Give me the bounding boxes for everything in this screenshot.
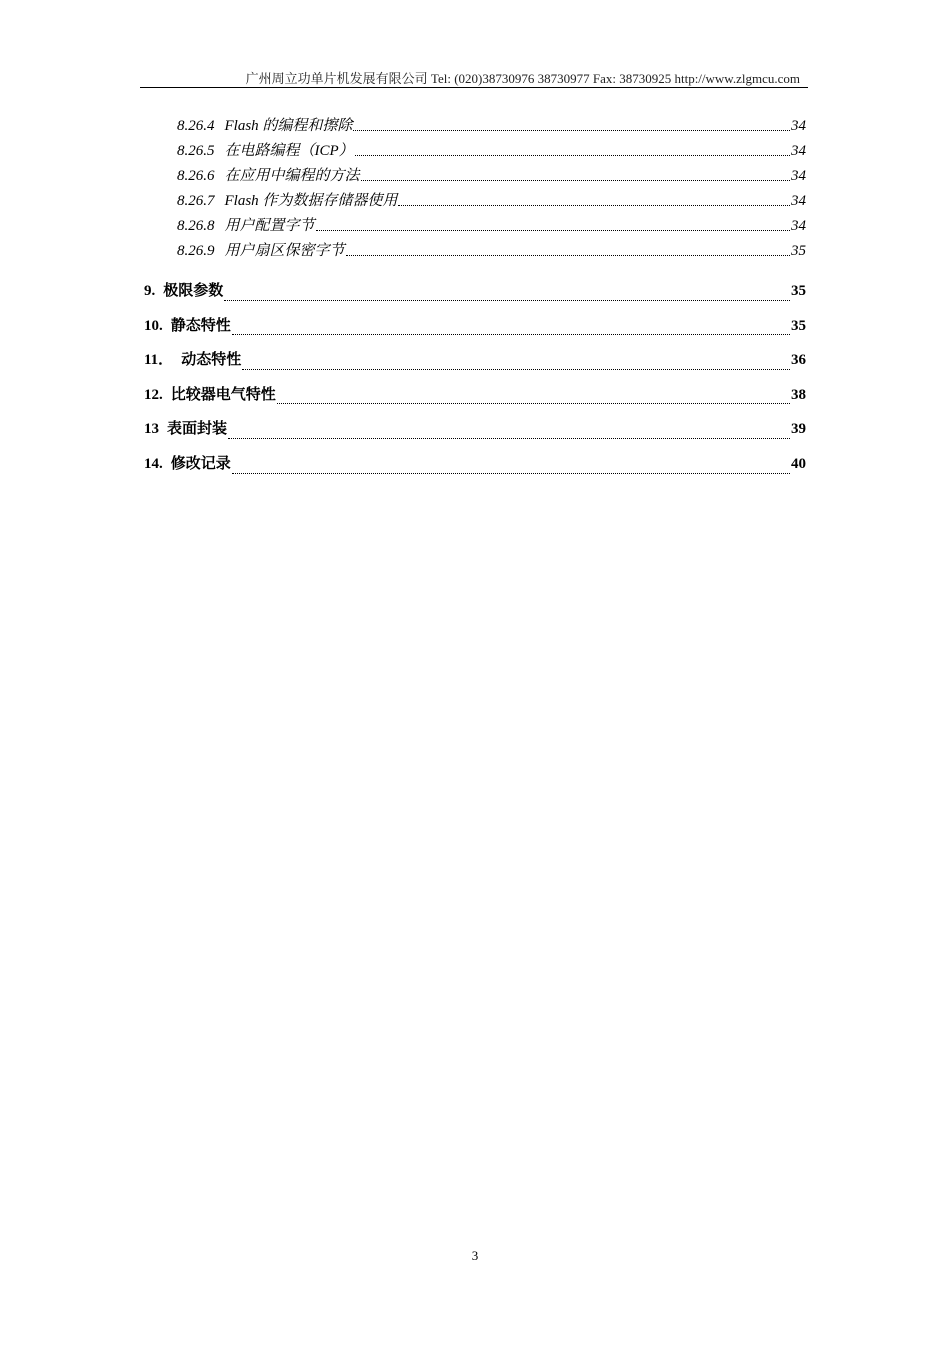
toc-entry-number: 14. (144, 455, 163, 472)
toc-entry-page: 35 (791, 317, 806, 334)
header-text: 广州周立功单片机发展有限公司 Tel: (020)38730976 38730977 Fax: 38730925 http://www.zlgmcu.com (245, 71, 800, 86)
toc-entry-8-26-8[interactable] (144, 214, 806, 239)
toc-entry-11[interactable] (144, 343, 806, 378)
toc-entry-title: 用户扇区保密字节 (224, 243, 345, 259)
toc-dot-leader (353, 129, 790, 131)
toc-entry-title: 静态特性 (170, 317, 231, 334)
toc-entry-number: 8.26.9 (177, 243, 215, 259)
toc-dot-leader (398, 204, 790, 206)
table-of-contents (144, 114, 806, 482)
toc-dot-leader (361, 179, 790, 181)
toc-dot-leader (232, 333, 790, 335)
toc-entry-8-26-6[interactable] (144, 164, 806, 189)
toc-entry-title: 修改记录 (170, 455, 231, 472)
toc-dot-leader (228, 437, 790, 439)
toc-entry-title: 用户配置字节 (224, 218, 315, 234)
toc-entry-12[interactable] (144, 378, 806, 413)
toc-entry-title: 比较器电气特性 (170, 386, 276, 403)
toc-entry-page: 34 (791, 143, 806, 159)
toc-entry-page: 35 (791, 283, 806, 299)
toc-entry-number: 11． (144, 352, 174, 369)
toc-entry-title: 在应用中编程的方法 (224, 168, 360, 184)
toc-entry-10[interactable] (144, 309, 806, 344)
toc-entry-number: 13 (144, 421, 159, 438)
toc-dot-leader (277, 402, 790, 404)
toc-dot-leader (224, 299, 790, 301)
toc-entry-title: 动态特性 (181, 352, 242, 369)
toc-entry-title: 在电路编程（ICP） (224, 143, 354, 159)
toc-entry-page: 34 (791, 193, 806, 209)
toc-entry-number: 8.26.7 (177, 193, 215, 209)
toc-entry-title: 表面封装 (167, 421, 228, 438)
toc-entry-title: Flash 作为数据存储器使用 (224, 193, 398, 209)
toc-entry-9[interactable] (144, 274, 806, 309)
toc-entry-14[interactable] (144, 447, 806, 482)
toc-entry-page: 38 (791, 386, 806, 403)
toc-entry-number: 8.26.4 (177, 118, 215, 134)
toc-entry-number: 8.26.5 (177, 143, 215, 159)
toc-entry-page: 34 (791, 118, 806, 134)
toc-entry-13[interactable] (144, 412, 806, 447)
toc-entry-page: 39 (791, 421, 806, 438)
page-number: 3 (471, 1248, 479, 1263)
toc-entry-page: 40 (791, 455, 806, 472)
toc-entry-8-26-7[interactable] (144, 189, 806, 214)
toc-dot-leader (316, 229, 790, 231)
toc-entry-number: 8.26.6 (177, 168, 215, 184)
toc-entry-page: 34 (791, 218, 806, 234)
toc-entry-number: 9. (144, 283, 156, 299)
toc-entry-title: Flash 的编程和擦除 (224, 118, 353, 134)
toc-dot-leader (242, 368, 790, 370)
toc-entry-8-26-9[interactable] (144, 239, 806, 264)
toc-entry-number: 12. (144, 386, 163, 403)
toc-entry-number: 8.26.8 (177, 218, 215, 234)
toc-dot-leader (232, 472, 790, 474)
toc-entry-title: 极限参数 (163, 283, 224, 299)
toc-entry-page: 34 (791, 168, 806, 184)
toc-dot-leader (355, 154, 790, 156)
toc-entry-8-26-4[interactable] (144, 114, 806, 139)
toc-entry-number: 10. (144, 317, 163, 334)
page-header (140, 66, 808, 88)
toc-entry-page: 36 (791, 352, 806, 369)
toc-entry-page: 35 (791, 243, 806, 259)
toc-entry-8-26-5[interactable] (144, 139, 806, 164)
toc-dot-leader (346, 254, 790, 256)
